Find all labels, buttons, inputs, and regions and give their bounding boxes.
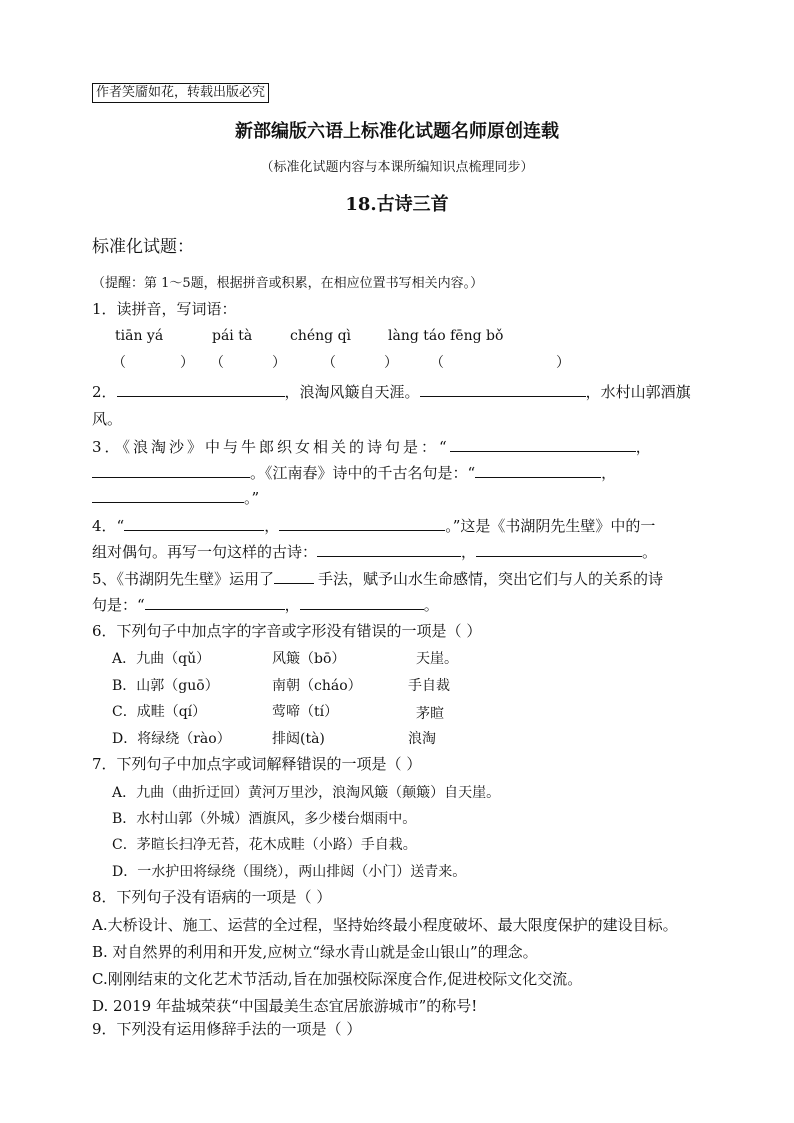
answer-blank[interactable] [279,516,445,531]
pinyin-4: làng táo fēng bǒ [388,328,504,344]
lesson-title: 18.古诗三首 [345,194,449,215]
question-4-line-2 [92,541,657,562]
question-6-stem: 6．下列句子中加点字的字音或字形没有错误的一项是（ ） [92,622,482,640]
answer-blank[interactable] [476,542,642,557]
option-8b: B. 对自然界的利用和开发,应树立“绿水青山就是金山银山”的理念。 [92,943,538,961]
answer-blank[interactable] [124,516,264,531]
question-3-line-2 [92,462,616,483]
question-8-stem: 8．下列句子没有语病的一项是（ ） [92,888,332,906]
option-6a-3: 天崖。 [416,651,458,667]
answer-bracket-close: ） [384,355,398,371]
answer-bracket-open: （ [322,355,336,371]
option-8a: A.大桥设计、施工、运营的全过程，坚持始终最小程度破坏、最大限度保护的建设目标。 [92,916,678,934]
question-4-period: 。 [642,543,658,561]
question-4-line-1 [92,515,655,536]
question-5-part-2: 手法，赋予山水生命感情，突出它们与人的关系的诗 [318,570,664,588]
option-6d-2: 排闼(tà) [272,731,325,747]
question-3-end: 。” [244,489,260,507]
option-6a-2: 风簸（bō） [272,651,346,667]
option-7a: A．九曲（曲折迂回）黄河万里沙，浪淘风簸（颠簸）自天崖。 [112,785,501,801]
answer-blank[interactable] [450,437,636,452]
option-6d-3: 浪淘 [408,731,436,747]
answer-blank[interactable] [92,488,244,503]
option-8c: C.刚刚结束的文化艺术节活动,旨在加强校际深度合作,促进校际文化交流。 [92,970,583,988]
option-6c-2: 莺啼（tí） [272,704,339,720]
question-4-comma: ， [461,543,477,561]
option-6b-3: 手自裁 [408,678,450,694]
document-subtitle: （标准化试题内容与本课所编知识点梳理同步） [260,160,534,175]
answer-bracket-open: （ [430,355,444,371]
answer-blank[interactable] [300,595,424,610]
option-7b: B．水村山郭（外城）酒旗风，多少楼台烟雨中。 [112,811,417,827]
question-3-comma: ， [635,438,651,456]
question-2-number: 2． [92,383,117,401]
answer-bracket-close: ） [180,355,194,371]
pinyin-2: pái tà [212,328,253,344]
question-3-part-1: 3．《浪淘沙》中与牛郎织女相关的诗句是：“ [92,438,450,456]
answer-bracket-open: （ [210,355,224,371]
answer-blank[interactable] [420,382,586,397]
answer-blank[interactable] [92,463,250,478]
question-4-comma: ， [264,517,280,535]
option-8d: D. 2019 年盐城荣获“中国最美生态宜居旅游城市”的称号! [92,997,478,1015]
question-5-part-3: 句是：“ [92,596,145,614]
pinyin-1: tiān yá [115,328,164,344]
question-2-line-2: 风。 [92,410,123,428]
question-3-line-1 [92,436,651,457]
question-9-stem: 9．下列没有运用修辞手法的一项是（ ） [92,1020,362,1038]
question-4-part-1: 。”这是《书湖阴先生壁》中的一 [445,517,656,535]
document-title: 新部编版六语上标准化试题名师原创连载 [235,121,559,142]
option-7c: C．茅睻长扫净无苔，花木成畦（小路）手自栽。 [112,837,417,853]
answer-blank[interactable] [475,463,601,478]
question-2-mid: ，浪淘风簸自天涯。 [284,383,420,401]
answer-bracket-close: ） [272,355,286,371]
question-3-line-3 [92,487,259,508]
answer-bracket-close: ） [556,355,570,371]
option-6b-2: 南朝（cháo） [272,678,362,694]
answer-blank[interactable] [117,382,285,397]
option-7d: D．一水护田将绿绕（围绕），两山排闼（小门）送青来。 [112,864,467,880]
question-5-part-1: 5、《书湖阴先生壁》运用了 [92,570,275,588]
copyright-stamp: 作者笑靥如花，转载出版必究 [92,83,269,103]
question-5-line-1 [92,568,663,589]
question-2 [92,381,691,402]
answer-blank[interactable] [274,569,314,584]
question-5-line-2 [92,594,439,615]
question-3-part-2: 。《江南春》诗中的千古名句是：“ [250,464,476,482]
answer-bracket-open: （ [112,355,126,371]
answer-blank[interactable] [145,595,285,610]
option-6c-3: 茅睻 [416,706,444,722]
section-heading: 标准化试题： [92,237,194,257]
section-tip: （提醒：第 1～5题，根据拼音或积累，在相应位置书写相关内容。） [92,276,484,291]
question-7-stem: 7．下列句子中加点字或词解释错误的一项是（ ） [92,755,422,773]
question-5-period: 。 [423,596,439,614]
option-6a-1: A．九曲（qǔ） [112,651,211,667]
question-5-comma: ， [284,596,300,614]
option-6b-1: B．山郭（guō） [112,678,219,694]
question-4-number: 4．“ [92,517,125,535]
pinyin-3: chéng qì [290,328,352,344]
option-6d-1: D．将绿绕（rào） [112,731,231,747]
question-1-stem: 1．读拼音，写词语： [92,300,237,318]
option-6c-1: C．成畦（qí） [112,704,207,720]
question-3-comma: ， [601,464,617,482]
question-2-tail: ，水村山郭酒旗 [585,383,691,401]
question-4-part-2: 组对偶句。再写一句这样的古诗： [92,543,318,561]
answer-blank[interactable] [317,542,461,557]
